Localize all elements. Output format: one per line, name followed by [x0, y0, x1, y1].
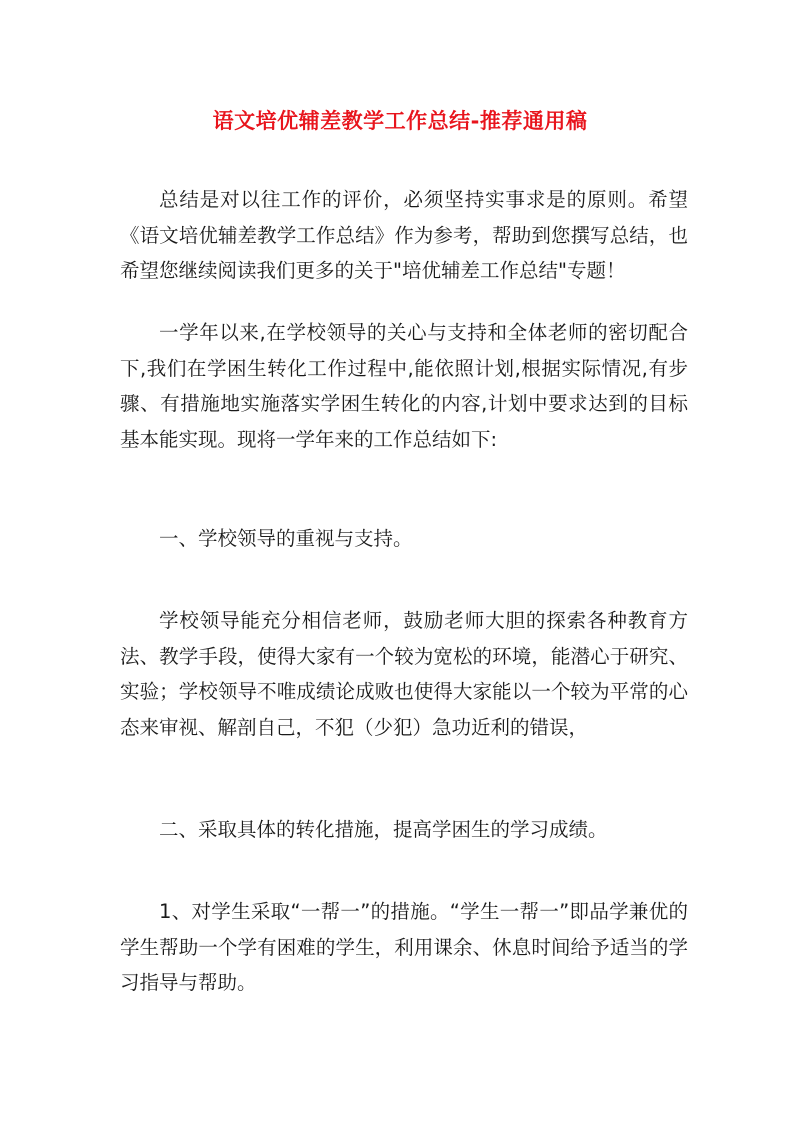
document-title: 语文培优辅差教学工作总结-推荐通用稿 [212, 109, 588, 133]
section-2-item-1: 1、对学生采取“一帮一”的措施。“学生一帮一”即品学兼优的学生帮助一个学有困难的学生，利用课余、休息时间给予适当的学习指导与帮助。 [120, 900, 688, 994]
section-2-heading: 二、采取具体的转化措施，提高学困生的学习成绩。 [159, 818, 608, 841]
intro-paragraph: 总结是对以往工作的评价，必须坚持实事求是的原则。希望《语文培优辅差教学工作总结》作为参考，帮助到您撰写总结，也希望您继续阅读我们更多的关于"培优辅差工作总结"专题！ [120, 188, 688, 282]
section-1-heading: 一、学校领导的重视与支持。 [159, 527, 413, 550]
section-1-body: 学校领导能充分相信老师，鼓励老师大胆的探索各种教育方法、教学手段，使得大家有一个较为宽松的环境，能潜心于研究、实验；学校领导不唯成绩论成败也使得大家能以一个较为平常的心态来审视、解剖自己，不犯（少犯）急功近利的错误， [120, 609, 688, 739]
opening-paragraph: 一学年以来,在学校领导的关心与支持和全体老师的密切配合下,我们在学困生转化工作过程中,能依照计划,根据实际情况,有步骤、有措施地实施落实学困生转化的内容,计划中要求达到的目标基本能实现。现将一学年来的工作总结如下: [120, 321, 688, 451]
